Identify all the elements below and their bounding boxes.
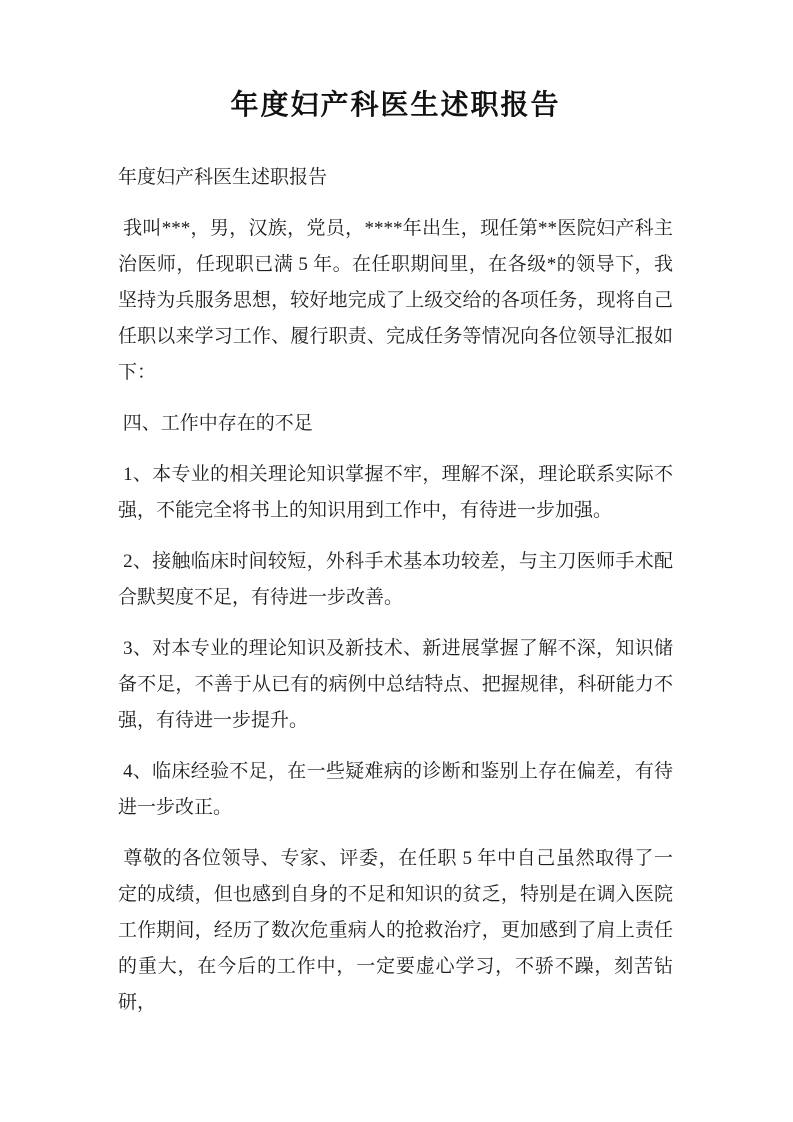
- page-title: 年度妇产科医生述职报告: [230, 90, 561, 121]
- closing-paragraph: 尊敬的各位领导、专家、评委，在任职 5 年中自己虽然取得了一定的成绩，但也感到自身的不足和知识的贫乏，特别是在调入医院工作期间，经历了数次危重病人的抢救治疗，更加感到了肩上责任的重大，在今后的工作中，一定要虚心学习，不骄不躁，刻苦钻研，: [118, 848, 673, 1013]
- doc-subtitle: 年度妇产科医生述职报告: [118, 167, 328, 188]
- shortcoming-item-2: 2、接触临床时间较短，外科手术基本功较差，与主刀医师手术配合默契度不足，有待进一步改善。: [118, 551, 673, 608]
- shortcoming-item-4: 4、临床经验不足，在一些疑难病的诊断和鉴别上存在偏差，有待进一步改正。: [118, 761, 673, 818]
- section-heading-shortcomings: 四、工作中存在的不足: [118, 413, 313, 434]
- shortcoming-item-1: 1、本专业的相关理论知识掌握不牢，理解不深，理论联系实际不强，不能完全将书上的知识用到工作中，有待进一步加强。: [118, 464, 673, 521]
- intro-paragraph: 我叫***，男，汉族，党员，****年出生，现任第**医院妇产科主治医师，任现职已满 5 年。在任职期间里，在各级*的领导下，我坚持为兵服务思想，较好地完成了上级交给的各项任务，现将自己任职以来学习工作、履行职责、完成任务等情况向各位领导汇报如下：: [118, 218, 673, 383]
- shortcoming-item-3: 3、对本专业的理论知识及新技术、新进展掌握了解不深，知识储备不足，不善于从已有的病例中总结特点、把握规律，科研能力不强，有待进一步提升。: [118, 638, 673, 731]
